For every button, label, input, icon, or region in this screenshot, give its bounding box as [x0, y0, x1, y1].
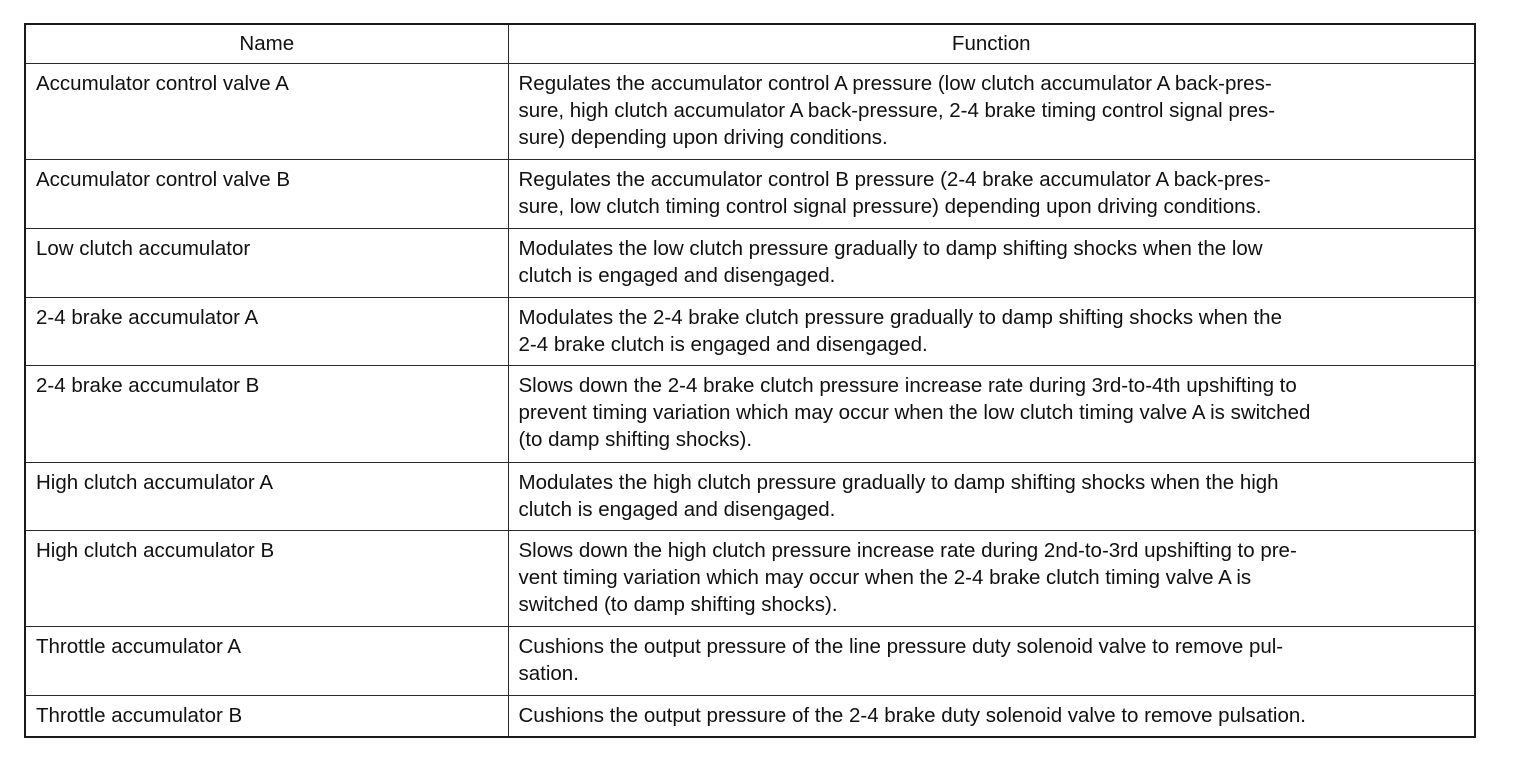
function-text-line: switched (to damp shifting shocks).: [518, 592, 838, 616]
cell-name: High clutch accumulator B: [25, 530, 508, 626]
function-text-line: vent timing variation which may occur when the 2-4 brake clutch timing valve A is: [518, 565, 1252, 589]
table-body: [25, 63, 1475, 737]
function-text-line: sation.: [518, 661, 579, 685]
cell-name: Throttle accumulator B: [25, 695, 508, 737]
table-row: [25, 530, 1475, 626]
cell-function: [508, 228, 1475, 297]
cell-name: Accumulator control valve A: [25, 63, 508, 159]
function-text-line: Modulates the 2-4 brake clutch pressure gradually to damp shifting shocks when the: [518, 305, 1282, 329]
table-row: [25, 159, 1475, 228]
function-text-line: sure, high clutch accumulator A back-pressure, 2-4 brake timing control signal pres-: [518, 98, 1276, 122]
function-text-line: Regulates the accumulator control A pressure (low clutch accumulator A back-pres-: [518, 71, 1272, 95]
cell-function: [508, 63, 1475, 159]
cell-name: Accumulator control valve B: [25, 159, 508, 228]
function-text-line: clutch is engaged and disengaged.: [518, 263, 836, 287]
function-table: [24, 23, 1476, 738]
table-header-row: [25, 24, 1475, 63]
cell-name: Low clutch accumulator: [25, 228, 508, 297]
cell-name: 2-4 brake accumulator A: [25, 297, 508, 365]
function-text-line: Slows down the high clutch pressure increase rate during 2nd-to-3rd upshifting to pre-: [518, 538, 1297, 562]
function-text-line: Modulates the high clutch pressure gradually to damp shifting shocks when the high: [518, 470, 1279, 494]
table-row: [25, 462, 1475, 530]
function-text-line: Cushions the output pressure of the 2-4 brake duty solenoid valve to remove pulsation.: [518, 703, 1306, 727]
function-text-line: 2-4 brake clutch is engaged and disengaged.: [518, 332, 928, 356]
function-text-line: prevent timing variation which may occur when the low clutch timing valve A is switched: [518, 400, 1311, 424]
function-text-line: Slows down the 2-4 brake clutch pressure increase rate during 3rd-to-4th upshifting to: [518, 373, 1297, 397]
function-text-line: Regulates the accumulator control B pressure (2-4 brake accumulator A back-pres-: [518, 167, 1271, 191]
function-text-line: (to damp shifting shocks).: [518, 427, 753, 451]
function-text-line: clutch is engaged and disengaged.: [518, 497, 836, 521]
cell-function: [508, 462, 1475, 530]
cell-function: [508, 365, 1475, 462]
table-row: [25, 228, 1475, 297]
header-function: Function: [508, 24, 1475, 63]
cell-function: [508, 695, 1475, 737]
table-row: [25, 365, 1475, 462]
cell-function: [508, 297, 1475, 365]
header-name: Name: [25, 24, 508, 63]
table-row: [25, 297, 1475, 365]
table-row: [25, 63, 1475, 159]
cell-name: 2-4 brake accumulator B: [25, 365, 508, 462]
function-text-line: sure, low clutch timing control signal pressure) depending upon driving conditions.: [518, 194, 1262, 218]
cell-function: [508, 530, 1475, 626]
function-table-container: [24, 23, 1476, 738]
cell-name: High clutch accumulator A: [25, 462, 508, 530]
cell-function: [508, 159, 1475, 228]
function-text-line: sure) depending upon driving conditions.: [518, 125, 888, 149]
function-text-line: Modulates the low clutch pressure gradually to damp shifting shocks when the low: [518, 236, 1263, 260]
cell-name: Throttle accumulator A: [25, 626, 508, 695]
cell-function: [508, 626, 1475, 695]
table-row: [25, 626, 1475, 695]
table-row: [25, 695, 1475, 737]
function-text-line: Cushions the output pressure of the line pressure duty solenoid valve to remove pul-: [518, 634, 1284, 658]
